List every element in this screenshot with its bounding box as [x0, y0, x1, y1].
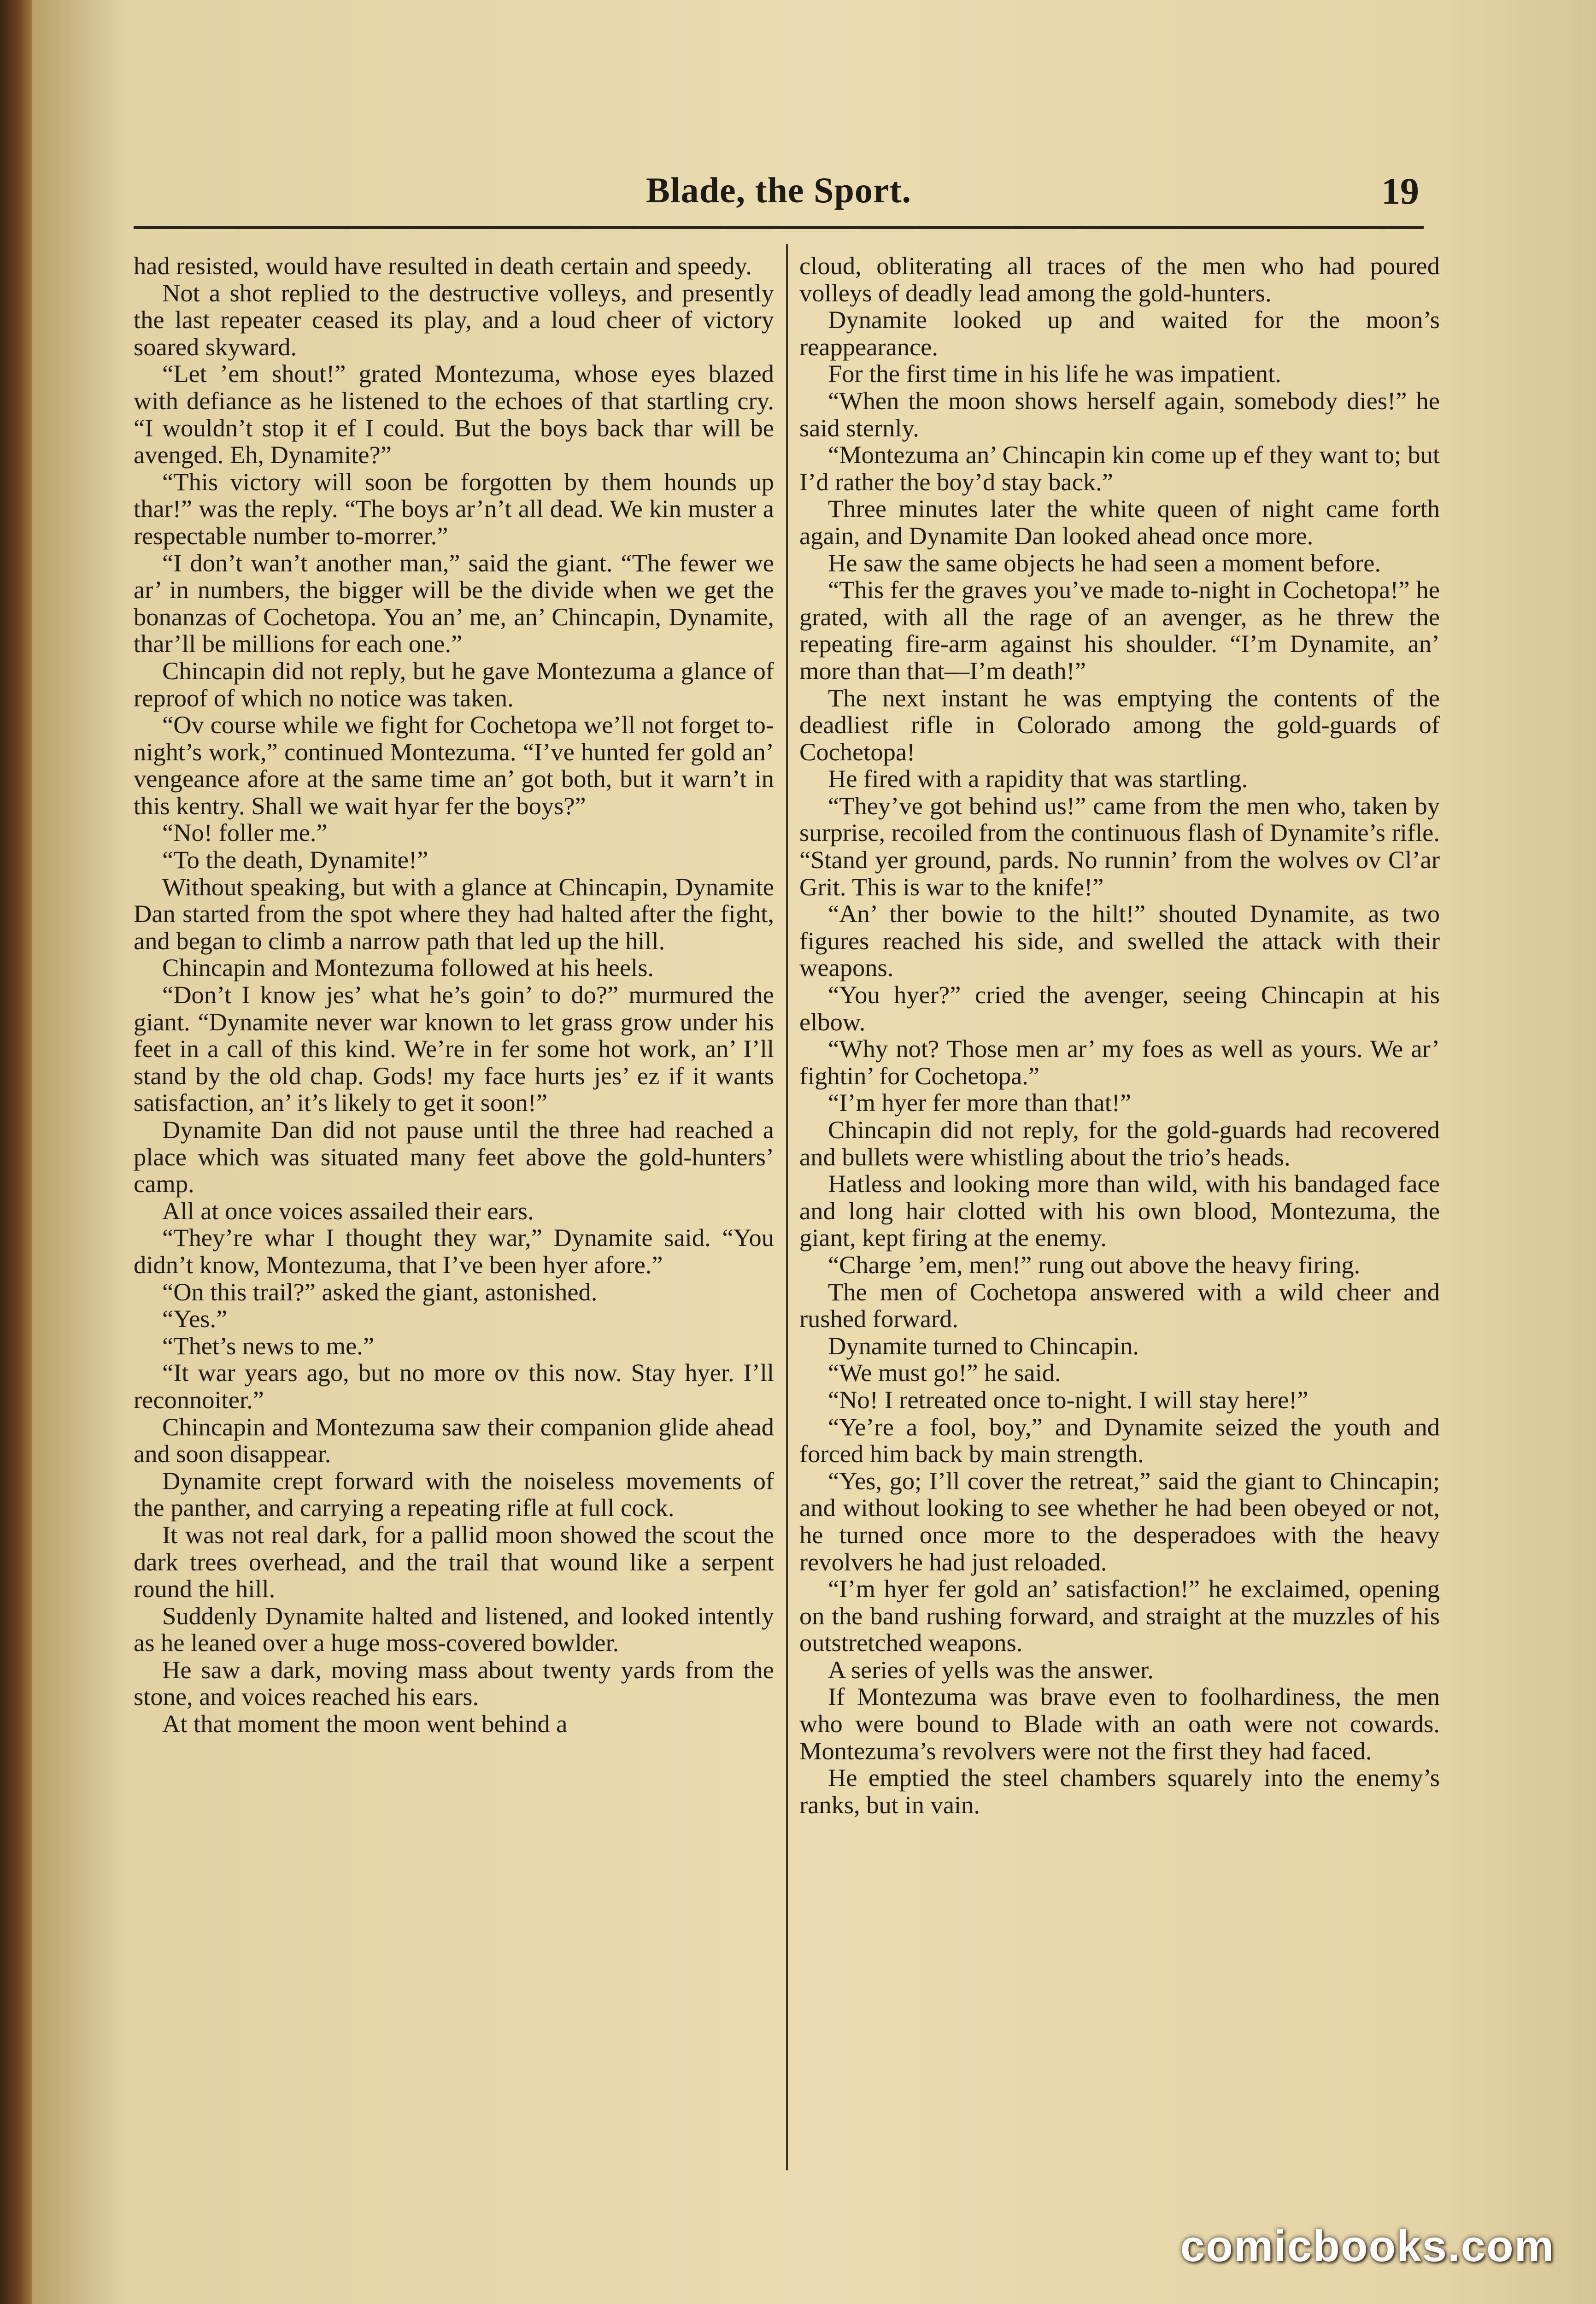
paragraph: Dynamite turned to Chincapin. [828, 1331, 1139, 1360]
paragraph: “To the death, Dynamite!” [162, 846, 428, 874]
paragraph: “I’m hyer fer gold an’ satisfaction!” he exclaimed, opening on the band rushing forward, and straight at the muzzles of his outstretched weapons. [799, 1575, 1440, 1657]
paragraph: He saw the same objects he had seen a moment before. [828, 548, 1381, 577]
paragraph: “We must go!” he said. [828, 1358, 1061, 1387]
paragraph: At that moment the moon went behind a [162, 1710, 568, 1738]
paragraph: cloud, obliterating all traces of the men who had poured volleys of deadly lead among the gold-hunters. [799, 253, 1440, 307]
paragraph: “I don’t wan’t another man,” said the giant. “The fewer we ar’ in numbers, the bigger will be the divide when we get the bonanzas of Cochetopa. You an’ me, an’ Chincapin, Dynamite, thar’ll be millions for each one.” [134, 548, 774, 658]
paragraph: Chincapin did not reply, for the gold-guards had recovered and bullets were whistling about the trio’s heads. [799, 1116, 1440, 1171]
paragraph: “Thet’s news to me.” [162, 1331, 375, 1360]
paragraph: “Yes.” [162, 1305, 228, 1333]
paragraph: Not a shot replied to the destructive volleys, and presently the last repeater ceased its play, and a loud cheer of victory soared skyward. [134, 278, 774, 361]
paragraph: The men of Cochetopa answered with a wild cheer and rushed forward. [799, 1277, 1440, 1333]
paragraph: Without speaking, but with a glance at Chincapin, Dynamite Dan started from the spot where they had halted after the fight, and began to climb a narrow path that led up the hill. [134, 872, 774, 955]
left-text-column [134, 253, 774, 2165]
page-number: 19 [1381, 170, 1419, 212]
paragraph: The next instant he was emptying the contents of the deadliest rifle in Colorado among the gold-guards of Cochetopa! [799, 683, 1440, 766]
paragraph: Three minutes later the white queen of night came forth again, and Dynamite Dan looked ahead once more. [799, 494, 1440, 550]
paragraph: He emptied the steel chambers squarely into the enemy’s ranks, but in vain. [799, 1763, 1440, 1819]
paragraph: Suddenly Dynamite halted and listened, and looked intently as he leaned over a huge moss-covered bowlder. [134, 1601, 774, 1657]
header-rule [134, 226, 1424, 229]
paragraph: A series of yells was the answer. [828, 1655, 1154, 1684]
paragraph: “No! I retreated once to-night. I will stay here!” [828, 1385, 1308, 1414]
running-title: Blade, the Sport. [645, 170, 912, 210]
paragraph: “Montezuma an’ Chincapin kin come up ef they want to; but I’d rather the boy’d stay back.” [799, 441, 1440, 496]
paragraph: “No! foller me.” [162, 818, 328, 847]
paragraph: “Let ’em shout!” grated Montezuma, whose eyes blazed with defiance as he listened to the echoes of that startling cry. “I wouldn’t stop it ef I could. But the boys back thar will be avenged. Eh, Dynamite?” [134, 359, 774, 469]
paragraph: “They’ve got behind us!” came from the men who, taken by surprise, recoiled from the continuous flash of Dynamite’s rifle. “Stand yer ground, pards. No runnin’ from the wolves ov Cl’ar Grit. This is war to the knife!” [799, 791, 1440, 901]
paragraph: Chincapin did not reply, but he gave Montezuma a glance of reproof of which no notice was taken. [134, 656, 774, 712]
right-text-column [799, 253, 1440, 2165]
paragraph: Chincapin and Montezuma followed at his heels. [162, 953, 654, 982]
site-watermark: comicbooks.com [1180, 2222, 1555, 2271]
paragraph: For the first time in his life he was impatient. [828, 359, 1281, 388]
paragraph: Hatless and looking more than wild, with his bandaged face and long hair clotted with his own blood, Montezuma, the giant, kept firing at the enemy. [799, 1170, 1440, 1252]
paragraph: “You hyer?” cried the avenger, seeing Chincapin at his elbow. [799, 981, 1440, 1036]
paragraph: If Montezuma was brave even to foolhardiness, the men who were bound to Blade with an oath were not cowards. Montezuma’s revolvers were not the first they had faced. [799, 1682, 1440, 1765]
paragraph: “An’ ther bowie to the hilt!” shouted Dynamite, as two figures reached his side, and swelled the attack with their weapons. [799, 899, 1440, 982]
paragraph: “Ov course while we fight for Cochetopa we’ll not forget to-night’s work,” continued Montezuma. “I’ve hunted fer gold an’ vengeance afore at the same time an’ got both, but it warn’t in this kentry. Shall we wait hyar fer the boys?” [134, 711, 774, 820]
paragraph: “On this trail?” asked the giant, astonished. [162, 1277, 598, 1306]
paragraph: It was not real dark, for a pallid moon showed the scout the dark trees overhead, and the trail that wound like a serpent round the hill. [134, 1520, 774, 1603]
column-divider [786, 244, 788, 2170]
paragraph: “I’m hyer fer more than that!” [828, 1088, 1132, 1117]
paragraph: “Yes, go; I’ll cover the retreat,” said the giant to Chincapin; and without looking to see whether he had been obeyed or not, he turned once more to the desperadoes with the heavy revolvers he had just reloaded. [799, 1466, 1440, 1576]
paragraph: He saw a dark, moving mass about twenty yards from the stone, and voices reached his ears. [134, 1655, 774, 1711]
binding-gutter [0, 0, 32, 2304]
page-header [134, 170, 1424, 225]
paragraph: had resisted, would have resulted in death certain and speedy. [134, 253, 752, 280]
paragraph: “It war years ago, but no more ov this now. Stay hyer. I’ll reconnoiter.” [134, 1358, 774, 1414]
paragraph: “Ye’re a fool, boy,” and Dynamite seized the youth and forced him back by main strength. [799, 1412, 1440, 1468]
paragraph: “Why not? Those men ar’ my foes as well as yours. We ar’ fightin’ for Cochetopa.” [799, 1034, 1440, 1090]
paragraph: “Charge ’em, men!” rung out above the heavy firing. [828, 1250, 1361, 1279]
paragraph: Dynamite looked up and waited for the moon’s reappearance. [799, 306, 1440, 361]
paragraph: “This victory will soon be forgotten by them hounds up thar!” was the reply. “The boys ar’n’t all dead. We kin muster a respectable number to-morrer.” [134, 467, 774, 550]
paragraph: “Don’t I know jes’ what he’s goin’ to do?” murmured the giant. “Dynamite never war known to let grass grow under his feet in a call of this kind. We’re in fer some hot work, an’ I’ll stand by the old chap. Gods! my face hurts jes’ ez if it wants satisfaction, an’ it’s likely to get it soon!” [134, 981, 774, 1117]
paragraph: Chincapin and Montezuma saw their companion glide ahead and soon disappear. [134, 1412, 774, 1468]
paragraph: Dynamite Dan did not pause until the three had reached a place which was situated many feet above the gold-hunters’ camp. [134, 1116, 774, 1198]
paragraph: “When the moon shows herself again, somebody dies!” he said sternly. [799, 386, 1440, 442]
paragraph: Dynamite crept forward with the noiseless movements of the panther, and carrying a repeating rifle at full cock. [134, 1466, 774, 1522]
paragraph: All at once voices assailed their ears. [162, 1196, 534, 1225]
paragraph: He fired with a rapidity that was startling. [828, 764, 1248, 793]
paragraph: “This fer the graves you’ve made to-night in Cochetopa!” he grated, with all the rage of an avenger, as he threw the repeating fire-arm against his shoulder. “I’m Dynamite, an’ more than that—I’m death!” [799, 576, 1440, 685]
paragraph: “They’re whar I thought they war,” Dynamite said. “You didn’t know, Montezuma, that I’ve been hyer afore.” [134, 1223, 774, 1279]
